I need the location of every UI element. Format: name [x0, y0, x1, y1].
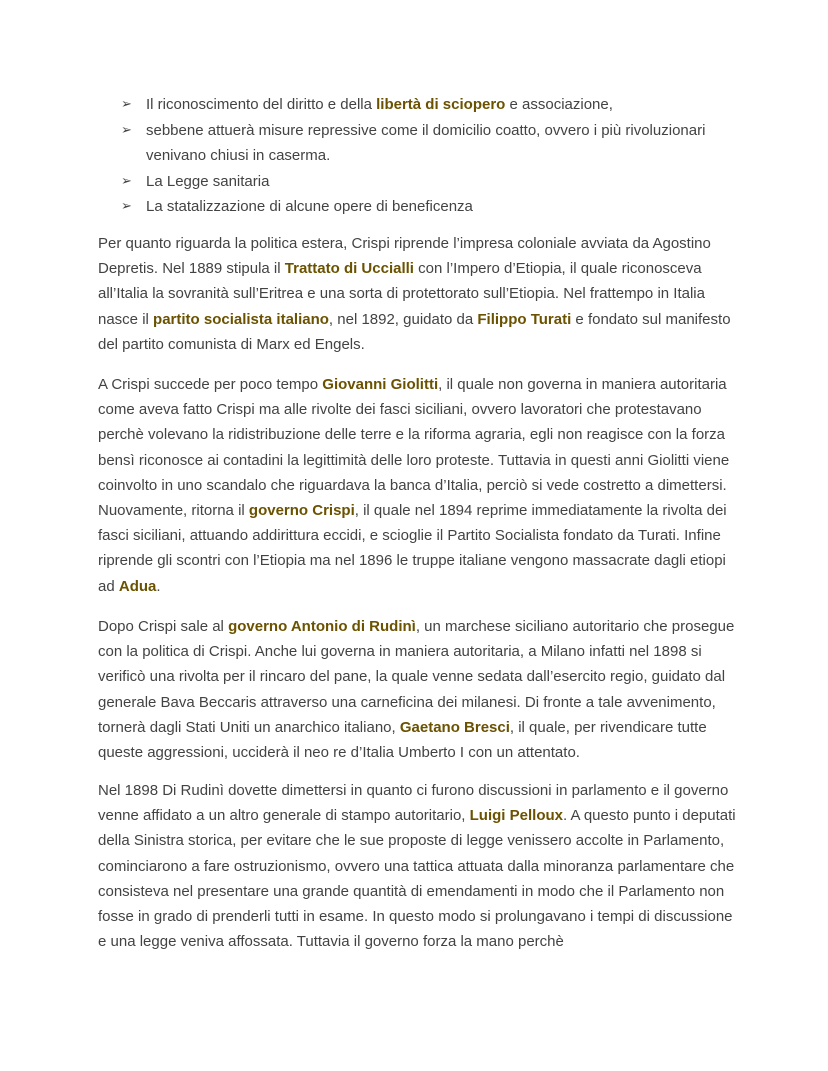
arrow-bullet-icon: ➢: [121, 199, 132, 214]
highlight: Adua: [118, 577, 157, 595]
highlight: Gaetano Bresci: [399, 718, 510, 736]
highlight: governo Crispi: [248, 502, 355, 520]
bullet-list: [121, 92, 746, 220]
highlight: governo Antonio di Rudinì: [228, 618, 416, 635]
paragraph-foreign-policy: Per quanto riguarda la politica estera, Crispi riprende l’impresa coloniale avviata da Agostino Depretis. Nel 1889 stipula il Trattato di Uccialli con l’Impero d’Etiopia, il quale riconosceva all’Italia la sovranità sull’Eritrea e una sorta di protettorato sull’Etiopia. Nel frattempo in Italia nasce il partito socialista italiano, nel 1892, guidato da Filippo Turati e fondato sul manifesto del partito comunista di Marx ed Engels.: [98, 235, 731, 353]
list-item: ➢ Il riconoscimento del diritto e della libertà di sciopero e associazione,: [146, 92, 746, 118]
arrow-bullet-icon: ➢: [121, 122, 132, 138]
paragraph-giolitti: A Crispi succede per poco tempo Giovanni Giolitti, il quale non governa in maniera autoritaria come aveva fatto Crispi ma alle rivolte dei fasci siciliani, ovvero lavoratori che protestavano perchè volevano la ridistribuzione delle terre e la riforma agraria, egli non reagisce con la forza bensì riconosce ai contadini la legittimità delle loro proteste. Tuttavia in questi anni Giolitti viene coinvolto in uno scandalo che riguardava la banca d’Italia, perciò si vede costretto a dimettersi. Nuovamente, ritorna il governo Crispi, il quale nel 1894 reprime immediatamente la rivolta dei fasci siciliani, attuando addirittura eccidi, e scioglie il Partito Socialista fondato da Turati. Infine riprende gli scontri con l’Etiopia ma nel 1896 le truppe italiane vengono massacrate dagli etiopi ad Adua.: [98, 376, 730, 595]
arrow-bullet-icon: ➢: [121, 173, 132, 189]
highlight: libertà di sciopero: [376, 96, 506, 113]
highlight: Trattato di Uccialli: [284, 260, 414, 278]
paragraph-pelloux: Nel 1898 Di Rudinì dovette dimettersi in quanto ci furono discussioni in parlamento e il governo venne affidato a un altro generale di stampo autoritario, Luigi Pelloux. A questo punto i deputati della Sinistra storica, per evitare che le sue proposte di legge venissero accolte in Parlamento, cominciarono a fare ostruzionismo, ovvero una tattica attuata dalla minoranza parlamentare che consisteva nel presentare una grande quantità di emendamenti in modo che il Parlamento non fosse in grado di prenderli tutti in esame. In questo modo si prolungavano i tempi di discussione e una legge veniva affossata. Tuttavia il governo forza la mano perchè: [98, 782, 736, 951]
list-item: ➢ La Legge sanitaria: [146, 169, 746, 195]
highlight: Giovanni Giolitti: [322, 376, 439, 393]
arrow-bullet-icon: ➢: [121, 97, 132, 112]
highlight: Filippo Turati: [477, 310, 572, 328]
paragraph-rudini: Dopo Crispi sale al governo Antonio di Rudinì, un marchese siciliano autoritario che prosegue con la politica di Crispi. Anche lui governa in maniera autoritaria, a Milano infatti nel 1898 si verificò una rivolta per il rincaro del pane, la quale venne sedata dall’esercito regio, guidato dal generale Bava Beccaris attraverso una carneficina dei milanesi. Di fronte a tale avvenimento, tornerà dagli Stati Uniti un anarchico italiano, Gaetano Bresci, il quale, per rivendicare tutte queste aggressioni, ucciderà il neo re d’Italia Umberto I con un attentato.: [98, 618, 735, 762]
highlight: partito socialista italiano: [153, 310, 329, 328]
highlight: Luigi Pelloux: [469, 807, 563, 825]
list-item: ➢ La statalizzazione di alcune opere di beneficenza: [146, 194, 746, 220]
list-item: ➢ sebbene attuerà misure repressive come il domicilio coatto, ovvero i più rivoluzionari venivano chiusi in caserma.: [146, 118, 746, 169]
